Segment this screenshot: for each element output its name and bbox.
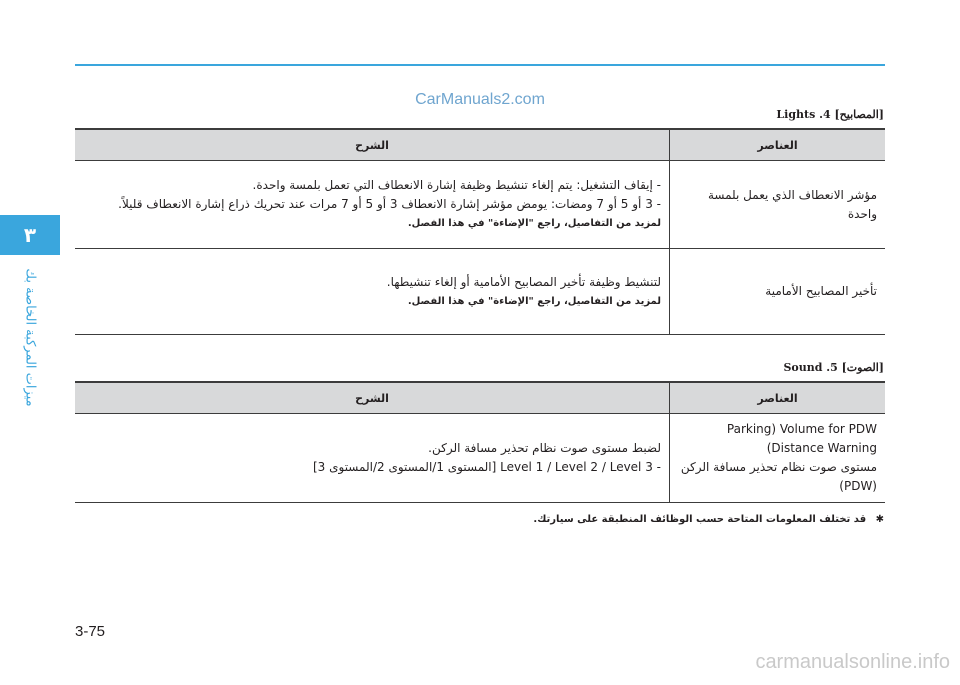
desc-line: - Level 1 / Level 2 / Level 3 [المستوى 1/المستوى 2/المستوى 3] bbox=[312, 460, 661, 474]
chapter-title-vertical bbox=[18, 255, 42, 420]
lights-table bbox=[75, 128, 885, 335]
desc-line: لتنشيط وظيفة تأخير المصابيح الأمامية أو إلغاء تنشيطها. bbox=[386, 274, 661, 289]
chapter-number: ٣ bbox=[23, 223, 37, 247]
item-line: مستوى صوت نظام تحذير مسافة الركن bbox=[680, 460, 877, 474]
desc-line: - إيقاف التشغيل: يتم إلغاء تنشيط وظيفة إشارة الانعطاف التي تعمل بلمسة واحدة. bbox=[252, 178, 661, 192]
row-item: تأخير المصابيح الأمامية bbox=[670, 249, 886, 335]
page-number: 3-75 bbox=[75, 623, 106, 640]
table-row bbox=[75, 414, 885, 503]
header-description: الشرح bbox=[75, 129, 670, 161]
item-line: (Distance Warning bbox=[766, 441, 877, 455]
header-description: الشرح bbox=[75, 382, 670, 414]
desc-note: لمزيد من التفاصيل، راجع "الإضاءة" في هذا الفصل. bbox=[407, 295, 661, 307]
item-line: Parking) Volume for PDW bbox=[726, 422, 877, 436]
top-rule bbox=[75, 64, 885, 66]
table-header-row bbox=[75, 382, 885, 414]
sound-table bbox=[75, 381, 885, 503]
chapter-title: ميزات المركبة الخاصة بك bbox=[22, 268, 38, 407]
table-row bbox=[75, 161, 885, 249]
lights-section-heading: [المصابيح] Lights .4 bbox=[776, 108, 884, 121]
table-row bbox=[75, 249, 885, 335]
row-description bbox=[75, 161, 670, 249]
asterisk-icon: ✱ bbox=[875, 514, 884, 525]
row-item bbox=[670, 414, 886, 503]
item-line: (PDW) bbox=[839, 479, 877, 493]
desc-line: لضبط مستوى صوت نظام تحذير مسافة الركن. bbox=[428, 441, 661, 455]
row-description bbox=[75, 249, 670, 335]
watermark-link[interactable]: CarManuals2.com bbox=[415, 91, 545, 108]
desc-line: - 3 أو 5 أو 7 ومضات: يومض مؤشر إشارة الانعطاف 3 أو 5 أو 7 مرات عند تحريك ذراع إشارة الانعطاف قليلاً. bbox=[118, 197, 661, 211]
desc-note: لمزيد من التفاصيل، راجع "الإضاءة" في هذا الفصل. bbox=[407, 218, 661, 229]
header-item: العناصر bbox=[670, 382, 886, 414]
table-header-row bbox=[75, 129, 885, 161]
row-item: مؤشر الانعطاف الذي يعمل بلمسة واحدة bbox=[670, 161, 886, 249]
site-watermark[interactable]: carmanualsonline.info bbox=[755, 651, 950, 673]
row-description bbox=[75, 414, 670, 503]
footnote-text: قد تختلف المعلومات المتاحة حسب الوظائف المنطبقة على سيارتك. bbox=[533, 514, 867, 525]
footnote bbox=[533, 514, 884, 525]
chapter-tab bbox=[0, 215, 60, 255]
header-item: العناصر bbox=[670, 129, 886, 161]
sound-section-heading: [الصوت] Sound .5 bbox=[783, 361, 884, 374]
